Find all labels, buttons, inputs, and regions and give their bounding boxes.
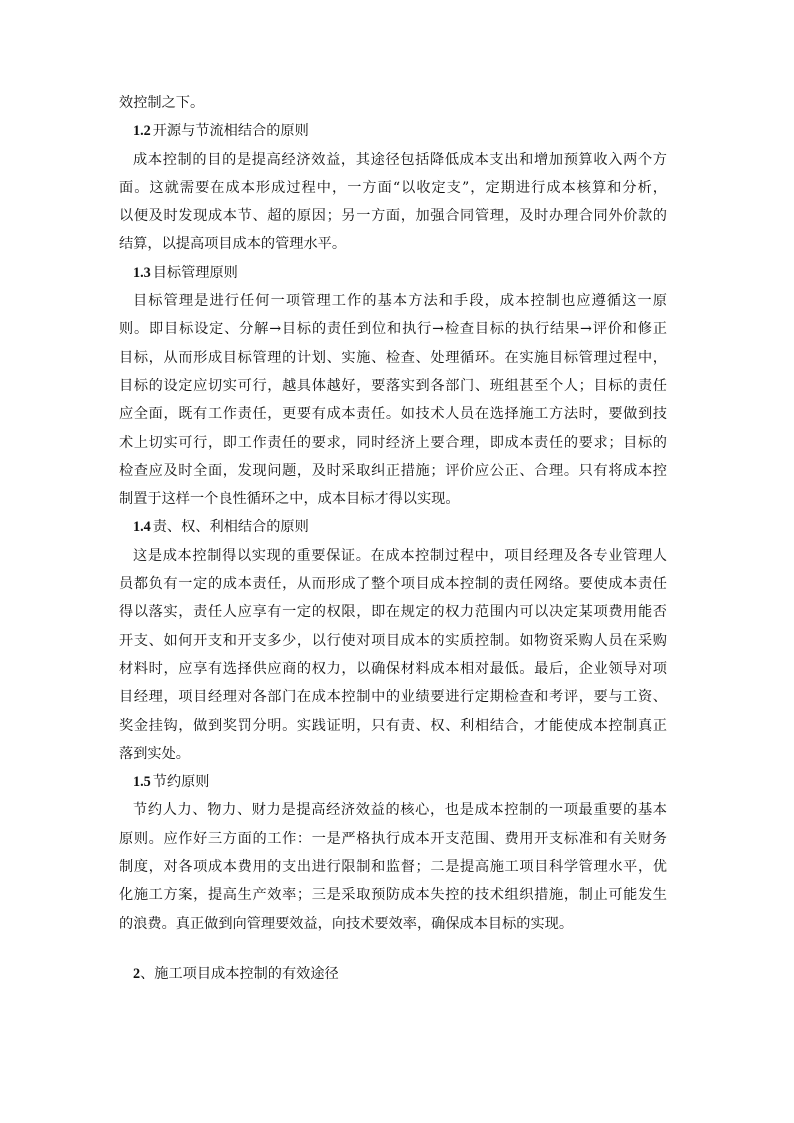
paragraph-line: 成本控制的目的是提高经济效益，其途径包括降低成本支出和增加预算收入两个方 — [133, 151, 667, 168]
paragraph-line: 面。这就需要在成本形成过程中，一方面“以收定支”，定期进行成本核算和分析， — [119, 179, 667, 196]
paragraph-1-5 — [119, 796, 667, 937]
paragraph-line: 制度，对各项成本费用的支出进行限制和监督；二是提高施工项目科学管理水平，优 — [119, 859, 667, 876]
paragraph-line: 目标管理是进行任何一项管理工作的基本方法和手段，成本控制也应遵循这一原 — [133, 293, 667, 310]
paragraph-line: 制置于这样一个良性循环之中，成本目标才得以实现。 — [119, 491, 460, 508]
paragraph-line: 以便及时发现成本节、超的原因；另一方面，加强合同管理，及时办理合同外价款的 — [119, 208, 667, 225]
section-title: 责、权、利相结合的原则 — [152, 519, 309, 536]
paragraph-line: 材料时，应享有选择供应商的权力，以确保材料成本相对最低。最后，企业领导对项 — [119, 660, 667, 677]
section-heading-1-5 — [119, 768, 667, 796]
paragraph-1-4 — [119, 542, 667, 768]
section-number: 2 — [133, 965, 141, 982]
paragraph-line: 奖金挂钩，做到奖罚分明。实践证明，只有责、权、利相结合，才能使成本控制真正 — [119, 717, 667, 734]
paragraph-1-3 — [119, 287, 667, 513]
paragraph-line: 则。即目标设定、分解→目标的责任到位和执行→检查目标的执行结果→评价和修正 — [119, 321, 667, 338]
paragraph-line: 员都负有一定的成本责任，从而形成了整个项目成本控制的责任网络。要使成本责任 — [119, 576, 667, 593]
paragraph-line: 化施工方案，提高生产效率；三是采取预防成本失控的技术组织措施，制止可能发生 — [119, 887, 667, 904]
paragraph-line: 目经理，项目经理对各部门在成本控制中的业绩要进行定期检查和考评，要与工资、 — [119, 689, 667, 706]
section-heading-1-4 — [119, 513, 667, 541]
paragraph-1-2 — [119, 146, 667, 259]
section-number: 1.4 — [133, 519, 151, 536]
paragraph-line: 落到实处。 — [119, 745, 190, 762]
paragraph-line: 目标，从而形成目标管理的计划、实施、检查、处理循环。在实施目标管理过程中， — [119, 349, 667, 366]
section-spacer — [119, 938, 667, 960]
paragraph-line: 目标的设定应切实可行，越具体越好，要落实到各部门、班组甚至个人；目标的责任 — [119, 377, 667, 394]
paragraph-line: 应全面，既有工作责任，更要有成本责任。如技术人员在选择施工方法时，要做到技 — [119, 406, 667, 423]
section-number: 1.5 — [133, 774, 151, 791]
paragraph-line: 术上切实可行，即工作责任的要求，同时经济上要合理，即成本责任的要求；目标的 — [119, 434, 667, 451]
lead-line: 效控制之下。 — [119, 95, 205, 111]
section-heading-1-3 — [119, 259, 667, 287]
paragraph-line: 检查应及时全面，发现问题，及时采取纠正措施；评价应公正、合理。只有将成本控 — [119, 462, 667, 479]
section-heading-1-2 — [119, 117, 667, 145]
paragraph-line: 的浪费。真正做到向管理要效益，向技术要效率，确保成本目标的实现。 — [119, 915, 574, 932]
section-number: 1.3 — [133, 264, 151, 281]
section-title: 目标管理原则 — [152, 264, 238, 281]
paragraph-line: 这是成本控制得以实现的重要保证。在成本控制过程中，项目经理及各专业管理人 — [133, 547, 667, 564]
paragraph-line: 原则。应作好三方面的工作：一是严格执行成本开支范围、费用开支标准和有关财务 — [119, 830, 667, 847]
section-number: 1.2 — [133, 123, 151, 140]
paragraph-line: 结算，以提高项目成本的管理水平。 — [119, 236, 347, 253]
document-body — [119, 89, 667, 988]
paragraph-line: 开支、如何开支和开支多少，以行使对项目成本的实质控制。如物资采购人员在采购 — [119, 632, 667, 649]
section-title: 开源与节流相结合的原则 — [152, 123, 309, 140]
section-heading-2 — [119, 960, 667, 988]
paragraph-line: 节约人力、物力、财力是提高经济效益的核心，也是成本控制的一项最重要的基本 — [133, 802, 667, 819]
section-title: 节约原则 — [152, 774, 210, 791]
paragraph-line: 得以落实，责任人应享有一定的权限，即在规定的权力范围内可以决定某项费用能否 — [119, 604, 667, 621]
section-title: 、施工项目成本控制的有效途径 — [140, 965, 339, 982]
